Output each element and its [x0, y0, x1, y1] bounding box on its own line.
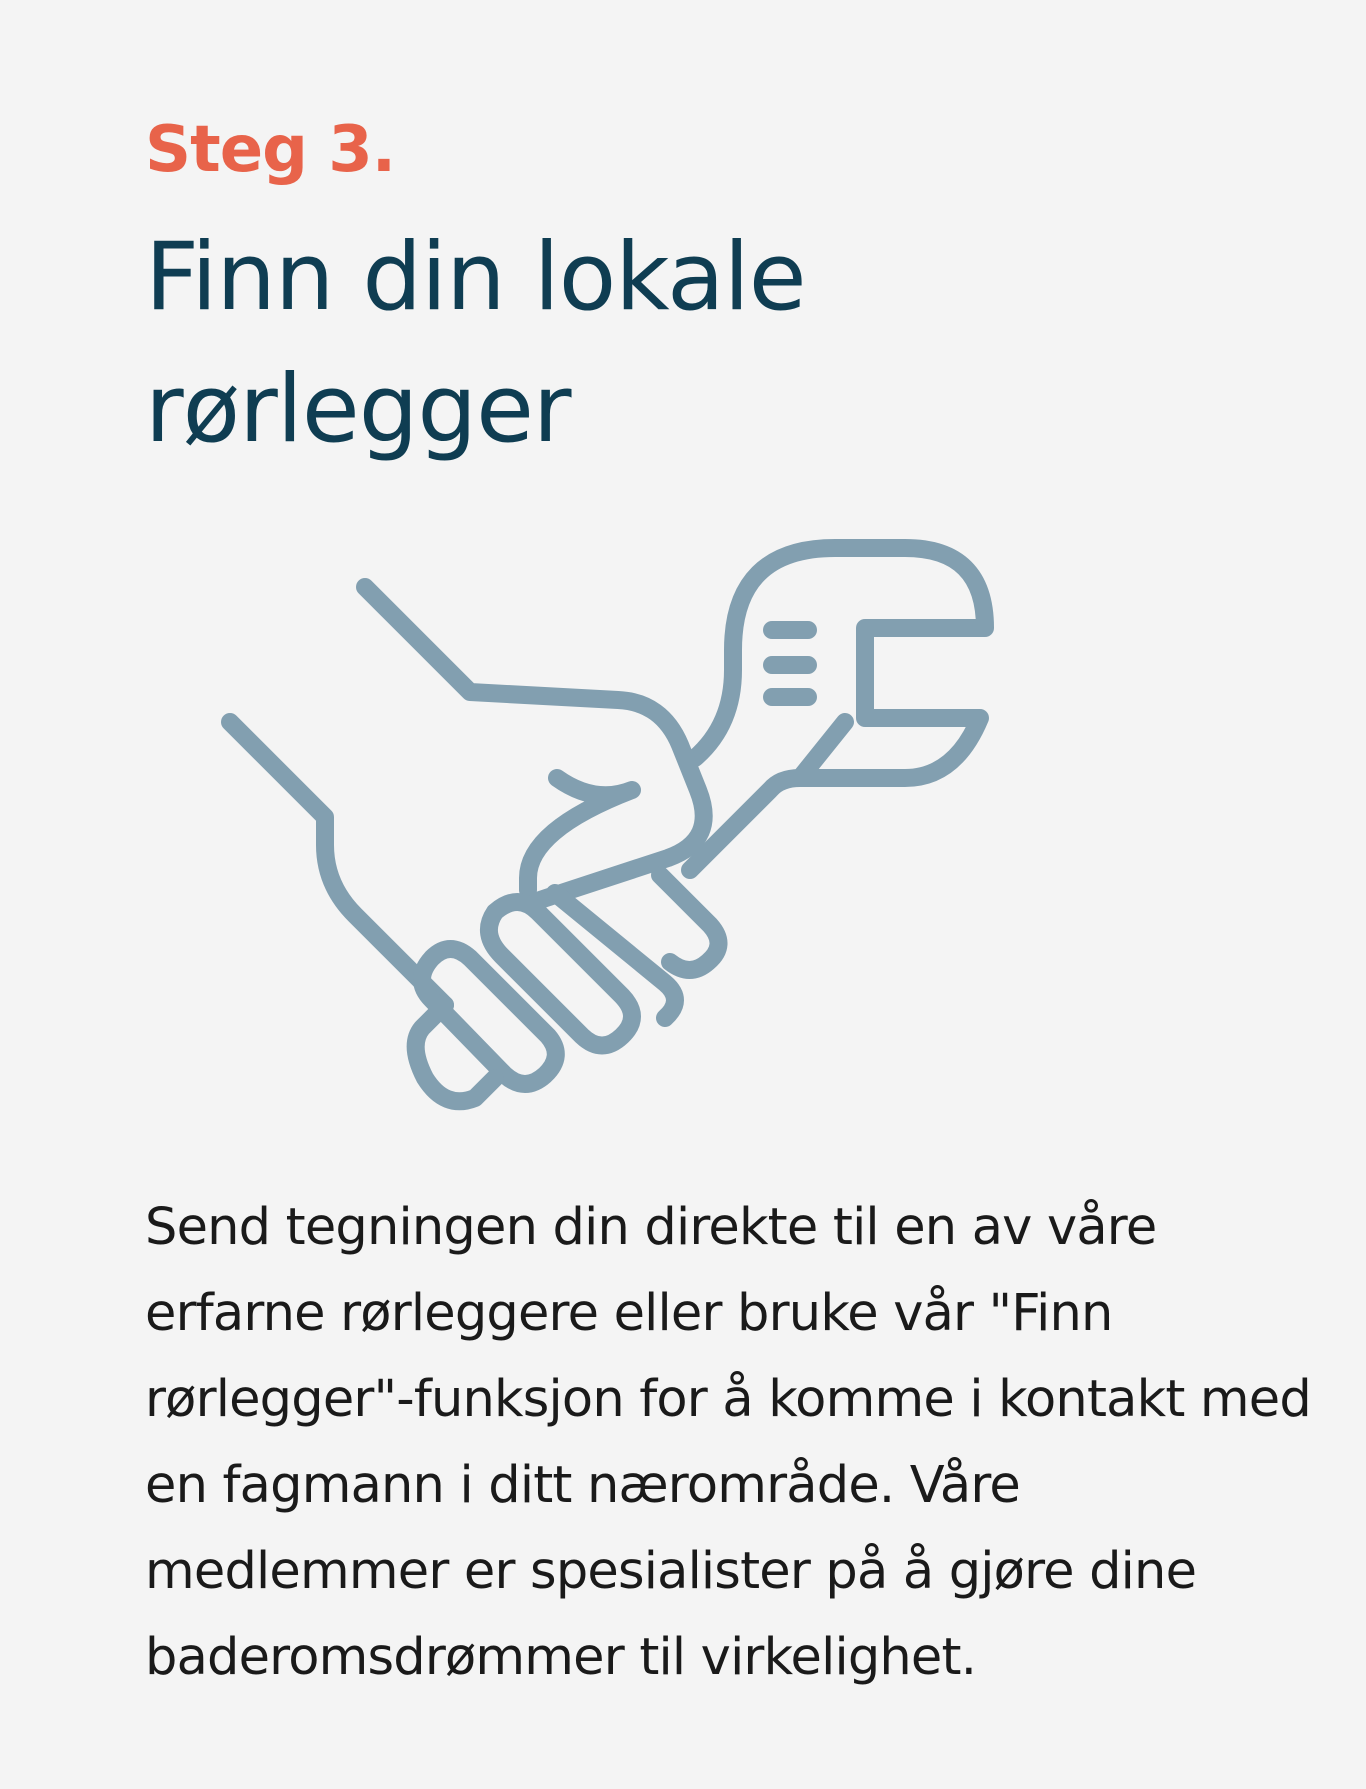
wrench-adjuster — [772, 630, 808, 697]
page-title-line-1: Finn din lokale — [145, 223, 806, 332]
hand-palm — [230, 722, 445, 1005]
wrench-head — [690, 548, 985, 870]
hand-finger-4 — [660, 875, 719, 970]
hand-finger-2 — [489, 902, 632, 1046]
body-text: Send tegningen din direkte til en av våre erfarne rørleggere eller bruke vår "Finn rørlegger"-funksjon for å komme i kontakt med en fagmann i ditt nærområde. Våre medlemmer er spesialister på å gjøre dine baderomsdrømmer til virkelighet. — [145, 1198, 1311, 1687]
step-label: Steg 3. — [145, 113, 396, 187]
page-title-line-2: rørlegger — [145, 355, 571, 464]
